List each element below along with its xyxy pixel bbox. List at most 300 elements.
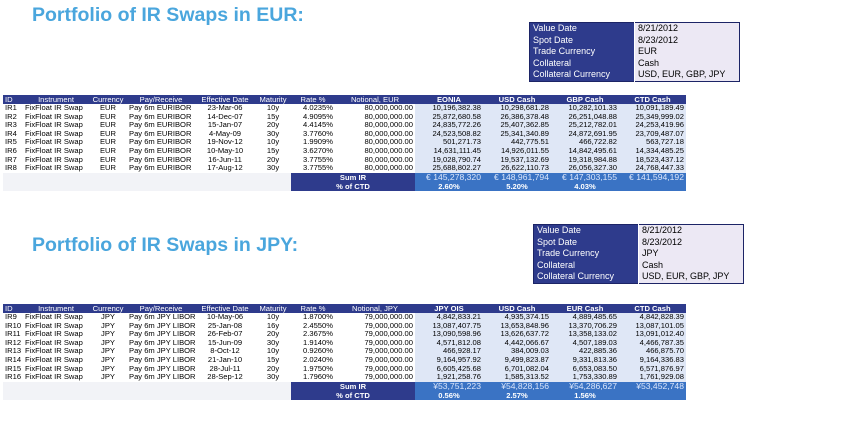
table-cell: 80,000,000.00 [335,156,415,165]
table-cell: Pay 6m JPY LIBOR [129,363,196,373]
column-header: Effective Date [195,304,255,313]
table-cell: JPY [89,347,127,356]
table-cell: 1.9909% [291,138,335,147]
table-cell: 4.9095% [291,113,335,122]
table-cell: FixFloat IR Swap [23,113,89,122]
table-cell: 1,585,313.52 [483,373,551,382]
table-cell: 23-Mar-06 [195,104,255,113]
table-cell: IR8 [3,164,23,173]
table-spacer [255,391,291,400]
pct-value: 2.57% [483,391,551,400]
column-header: CTD Cash [619,95,686,104]
table-cell: 1,753,330.89 [551,373,619,382]
pct-value: 2.60% [415,182,483,191]
column-header: USD Cash [483,95,551,104]
table-cell: 4,442,066.67 [483,339,551,348]
table-cell: 28-Jul-11 [195,365,255,374]
table-cell: EUR [89,147,127,156]
table-cell: 6,571,876.97 [619,365,686,374]
table-cell: FixFloat IR Swap [23,147,89,156]
table-cell: JPY [89,356,127,365]
table-cell: 10,282,101.33 [551,104,619,113]
table-cell: 13,087,101.05 [619,322,686,331]
pct-value: 1.56% [551,391,619,400]
table-cell: 24,835,772.26 [415,121,483,130]
table-cell: FixFloat IR Swap [23,313,89,322]
table-spacer [195,182,255,191]
table-cell: 6,701,082.04 [483,365,551,374]
settings-label: Spot Date [530,35,635,47]
column-header: EONIA [415,95,483,104]
column-header: Instrument [23,304,89,313]
pct-value: 4.03% [551,182,619,191]
table-cell: 79,000,000.00 [335,365,415,374]
table-cell: FixFloat IR Swap [23,121,89,130]
pct-value [619,391,686,400]
table-cell: 4.0235% [291,104,335,113]
table-cell: Pay 6m JPY LIBOR [129,320,196,330]
table-cell: 0.9260% [291,347,335,356]
table-cell: 24,523,508.82 [415,130,483,139]
table-cell: 79,000,000.00 [335,373,415,382]
table-cell: 10y [255,347,291,356]
settings-label: Trade Currency [530,46,635,58]
column-header: Pay/Receive [127,95,195,104]
table-cell: 19-Nov-12 [195,138,255,147]
table-cell: 10-May-06 [195,313,255,322]
table-cell: 26,251,048.88 [551,113,619,122]
table-spacer [89,173,127,182]
table-cell: 4.4145% [291,121,335,130]
pct-value: 0.56% [415,391,483,400]
table-cell: IR6 [3,147,23,156]
table-cell: 8-Oct-12 [195,347,255,356]
table-cell: 14,926,011.55 [483,147,551,156]
settings-row [534,237,744,249]
table-cell: 15y [255,113,291,122]
table-cell: 1.7960% [291,373,335,382]
settings-value: USD, EUR, GBP, JPY [639,271,744,283]
column-header: GBP Cash [551,95,619,104]
pct-value [619,182,686,191]
settings-row [530,35,740,47]
table-cell: 10,196,382.38 [415,104,483,113]
table-cell: 1.9140% [291,339,335,348]
column-header: JPY OIS [415,304,483,313]
table-cell: 9,331,813.36 [551,356,619,365]
table-cell: IR7 [3,156,23,165]
table-cell: 13,087,407.75 [415,322,483,331]
table-cell: 30y [255,373,291,382]
jpy-settings-panel [533,224,744,284]
table-cell: Pay 6m JPY LIBOR [129,372,196,382]
table-cell: 13,653,848.96 [483,322,551,331]
settings-row [530,46,740,58]
table-cell: 30y [255,339,291,348]
column-header: Currency [89,95,127,104]
table-cell: FixFloat IR Swap [23,130,89,139]
table-cell: IR3 [3,121,23,130]
table-cell: 25,341,340.89 [483,130,551,139]
settings-value: 8/23/2012 [639,237,744,249]
settings-row [530,58,740,70]
settings-value: 8/21/2012 [639,225,744,237]
table-cell: JPY [89,373,127,382]
table-cell: 501,271.73 [415,138,483,147]
table-cell: JPY [89,330,127,339]
sum-value: € 145,278,320 [415,173,483,182]
settings-value: Cash [635,58,740,70]
sum-value: ¥54,828,156 [483,382,551,391]
table-cell: Pay 6m EURIBOR [127,113,195,122]
table-spacer [195,382,255,391]
table-spacer [127,182,195,191]
settings-label: Collateral [534,260,639,272]
settings-label: Value Date [530,23,635,35]
jpy-swaps-table [3,304,686,400]
eur-portfolio-title: Portfolio of IR Swaps in EUR: [32,4,304,26]
table-cell: EUR [89,130,127,139]
table-cell: 79,000,000.00 [335,347,415,356]
table-cell: EUR [89,138,127,147]
table-spacer [3,382,23,391]
table-cell: 10y [255,313,291,322]
table-cell: 1,761,929.08 [619,373,686,382]
table-cell: Pay 6m JPY LIBOR [129,329,196,339]
table-cell: EUR [89,156,127,165]
pct-value: 5.20% [483,182,551,191]
table-cell: FixFloat IR Swap [23,339,89,348]
table-cell: 25-Jan-08 [195,322,255,331]
table-cell: 384,009.03 [483,347,551,356]
column-header: Notional, EUR [335,95,415,104]
column-header: EUR Cash [551,304,619,313]
table-cell: 15-Jan-07 [195,121,255,130]
table-spacer [127,391,195,400]
settings-row [534,260,744,272]
table-cell: Pay 6m EURIBOR [127,130,195,139]
table-cell: JPY [89,322,127,331]
column-header: Instrument [23,95,89,104]
table-cell: FixFloat IR Swap [23,330,89,339]
table-cell: 19,318,984.88 [551,156,619,165]
table-cell: 15y [255,356,291,365]
table-cell: IR4 [3,130,23,139]
table-cell: 17-Aug-12 [195,164,255,173]
table-cell: 80,000,000.00 [335,130,415,139]
table-cell: JPY [89,365,127,374]
settings-label: Collateral [530,58,635,70]
table-cell: IR10 [5,320,22,330]
settings-label: Spot Date [534,237,639,249]
table-cell: 24,253,419.96 [619,121,686,130]
table-cell: 20y [255,156,291,165]
column-header: Maturity [255,304,291,313]
table-cell: 25,872,680.58 [415,113,483,122]
table-cell: 30y [255,164,291,173]
table-cell: 6,653,083.50 [551,365,619,374]
table-cell: 79,000,000.00 [335,322,415,331]
table-cell: 3.7755% [291,164,335,173]
table-spacer [23,173,89,182]
table-cell: 9,499,823.87 [483,356,551,365]
table-cell: Pay 6m JPY LIBOR [129,337,196,347]
table-spacer [195,391,255,400]
table-cell: 466,722.82 [551,138,619,147]
table-cell: 2.4550% [291,322,335,331]
table-cell: 466,875.70 [619,347,686,356]
table-cell: FixFloat IR Swap [23,156,89,165]
column-header: USD Cash [483,304,551,313]
table-cell: Pay 6m EURIBOR [127,138,195,147]
table-cell: 15-Jun-09 [195,339,255,348]
sum-value: € 141,594,192 [619,173,686,182]
table-cell: 4,507,189.03 [551,339,619,348]
table-cell: 80,000,000.00 [335,164,415,173]
table-cell: Pay 6m JPY LIBOR [129,354,196,364]
table-cell: FixFloat IR Swap [23,356,89,365]
table-cell: 26-Feb-07 [195,330,255,339]
column-header: Maturity [255,95,291,104]
table-cell: 3.7760% [291,130,335,139]
table-spacer [89,391,127,400]
table-cell: 14,631,111.45 [415,147,483,156]
settings-label: Trade Currency [534,248,639,260]
table-cell: 1.8700% [291,313,335,322]
table-cell: 20y [255,330,291,339]
column-header: Rate % [291,95,335,104]
table-spacer [127,173,195,182]
table-cell: 80,000,000.00 [335,121,415,130]
table-cell: 13,358,133.02 [551,330,619,339]
table-cell: 10,298,681.28 [483,104,551,113]
table-cell: EUR [89,164,127,173]
table-cell: EUR [89,104,127,113]
column-header: Currency [89,304,127,313]
table-cell: EUR [89,113,127,122]
table-cell: FixFloat IR Swap [23,164,89,173]
table-cell: 21-Jan-10 [195,356,255,365]
sum-label: Sum IR [291,382,415,391]
table-cell: 422,885.36 [551,347,619,356]
table-cell: Pay 6m EURIBOR [127,147,195,156]
eur-swaps-table [3,95,686,191]
table-cell: Pay 6m JPY LIBOR [129,346,196,356]
table-cell: 79,000,000.00 [335,313,415,322]
table-cell: 80,000,000.00 [335,113,415,122]
table-cell: Pay 6m EURIBOR [127,104,195,113]
table-cell: 10,091,189.49 [619,104,686,113]
table-cell: 6,605,425.68 [415,365,483,374]
settings-value: 8/23/2012 [635,35,740,47]
table-cell: 3.6270% [291,147,335,156]
table-cell: 16y [255,322,291,331]
settings-row [534,271,744,283]
table-spacer [23,182,89,191]
table-cell: 20y [255,365,291,374]
sum-label: Sum IR [291,173,415,182]
table-cell: 25,212,782.01 [551,121,619,130]
table-spacer [195,173,255,182]
table-cell: FixFloat IR Swap [23,373,89,382]
table-cell: 2.0240% [291,356,335,365]
table-cell: 9,164,957.92 [415,356,483,365]
settings-label: Collateral Currency [530,69,635,81]
table-cell: 442,775.51 [483,138,551,147]
table-cell: 1.9750% [291,365,335,374]
table-cell: IR11 [3,330,23,339]
settings-value: Cash [639,260,744,272]
table-cell: IR12 [5,337,22,347]
sum-value: ¥53,452,748 [619,382,686,391]
table-cell: 4,889,485.65 [551,313,619,322]
table-spacer [23,382,89,391]
settings-label: Collateral Currency [534,271,639,283]
settings-row [530,23,740,35]
table-cell: FixFloat IR Swap [23,104,89,113]
table-cell: 4-May-09 [195,130,255,139]
table-cell: 10y [255,104,291,113]
table-cell: 15y [255,147,291,156]
table-cell: 13,370,706.29 [551,322,619,331]
jpy-portfolio-title: Portfolio of IR Swaps in JPY: [32,234,299,256]
table-cell: 4,842,833.21 [415,313,483,322]
settings-value: USD, EUR, GBP, JPY [635,69,740,81]
column-header: ID [3,304,23,313]
table-cell: 13,091,012.40 [619,330,686,339]
table-cell: Pay 6m JPY LIBOR [129,312,196,321]
eur-settings-panel [529,22,740,82]
sum-value: ¥53,751,223 [415,382,483,391]
settings-label: Value Date [534,225,639,237]
table-cell: 79,000,000.00 [335,356,415,365]
column-header: Rate % [291,304,335,313]
table-cell: IR5 [3,138,23,147]
table-cell: 20y [255,121,291,130]
column-header: Effective Date [195,95,255,104]
pct-label: % of CTD [291,391,415,400]
table-cell: IR14 [5,354,22,364]
table-cell: IR2 [3,113,23,122]
table-cell: FixFloat IR Swap [23,365,89,374]
table-cell: 18,523,437.12 [619,156,686,165]
table-cell: 80,000,000.00 [335,138,415,147]
settings-row [534,248,744,260]
table-cell: 25,349,999.02 [619,113,686,122]
table-cell: FixFloat IR Swap [23,347,89,356]
column-header: ID [3,95,23,104]
table-cell: IR13 [5,346,22,356]
table-cell: 4,466,787.35 [619,339,686,348]
column-header: Notional, JPY [335,304,415,313]
sum-row [3,382,686,391]
table-cell: 14,334,485.25 [619,147,686,156]
table-cell: 80,000,000.00 [335,104,415,113]
pct-row [3,182,686,191]
table-cell: 13,090,598.96 [415,330,483,339]
table-cell: 25,407,362.85 [483,121,551,130]
table-cell: 19,537,132.69 [483,156,551,165]
table-cell: 4,842,828.39 [619,313,686,322]
table-spacer [255,182,291,191]
table-cell: 1,921,258.76 [415,373,483,382]
pct-row [3,391,686,400]
table-cell: JPY [89,313,127,322]
table-cell: 80,000,000.00 [335,147,415,156]
table-spacer [89,382,127,391]
table-cell: 26,056,327.30 [551,164,619,173]
settings-value: JPY [639,248,744,260]
settings-value: 8/21/2012 [635,23,740,35]
table-cell: 3.7755% [291,156,335,165]
table-cell: 26,386,378.48 [483,113,551,122]
table-cell: Pay 6m EURIBOR [127,156,195,165]
sum-value: € 147,303,155 [551,173,619,182]
table-cell: 28-Sep-12 [195,373,255,382]
table-cell: 4,571,812.08 [415,339,483,348]
table-cell: 30y [255,130,291,139]
table-spacer [255,173,291,182]
settings-row [534,225,744,237]
table-cell: 79,000,000.00 [335,339,415,348]
table-cell: 19,028,790.74 [415,156,483,165]
table-spacer [3,182,23,191]
table-spacer [23,391,89,400]
table-cell: JPY [89,339,127,348]
table-cell: IR1 [3,104,23,113]
sum-row [3,173,686,182]
table-cell: 14,842,495.61 [551,147,619,156]
table-cell: 10-May-10 [195,147,255,156]
table-cell: Pay 6m EURIBOR [127,121,195,130]
table-cell: Pay 6m EURIBOR [127,164,195,173]
table-spacer [255,382,291,391]
table-cell: 2.3675% [291,330,335,339]
pct-label: % of CTD [291,182,415,191]
table-cell: IR15 [5,363,22,373]
table-cell: 563,727.18 [619,138,686,147]
table-cell: 24,768,447.33 [619,164,686,173]
table-cell: FixFloat IR Swap [23,322,89,331]
table-cell: IR9 [3,313,23,322]
column-header: Pay/Receive [127,304,195,313]
table-cell: 23,709,487.07 [619,130,686,139]
table-cell: 10y [255,138,291,147]
table-cell: 13,626,637.72 [483,330,551,339]
sum-value: ¥54,286,627 [551,382,619,391]
column-header: CTD Cash [619,304,686,313]
table-spacer [127,382,195,391]
table-cell: EUR [89,121,127,130]
table-cell: FixFloat IR Swap [23,138,89,147]
table-cell: IR16 [5,372,22,382]
table-cell: 25,688,802.27 [415,164,483,173]
table-cell: 24,872,691.95 [551,130,619,139]
table-spacer [3,173,23,182]
table-cell: 26,622,110.73 [483,164,551,173]
table-spacer [3,391,23,400]
table-cell: 4,935,374.15 [483,313,551,322]
table-cell: 79,000,000.00 [335,330,415,339]
table-cell: 9,164,336.83 [619,356,686,365]
table-spacer [89,182,127,191]
table-cell: 466,928.17 [415,347,483,356]
table-cell: 14-Dec-07 [195,113,255,122]
table-cell: 16-Jun-11 [195,156,255,165]
settings-row [530,69,740,81]
sum-value: € 148,961,794 [483,173,551,182]
settings-value: EUR [635,46,740,58]
